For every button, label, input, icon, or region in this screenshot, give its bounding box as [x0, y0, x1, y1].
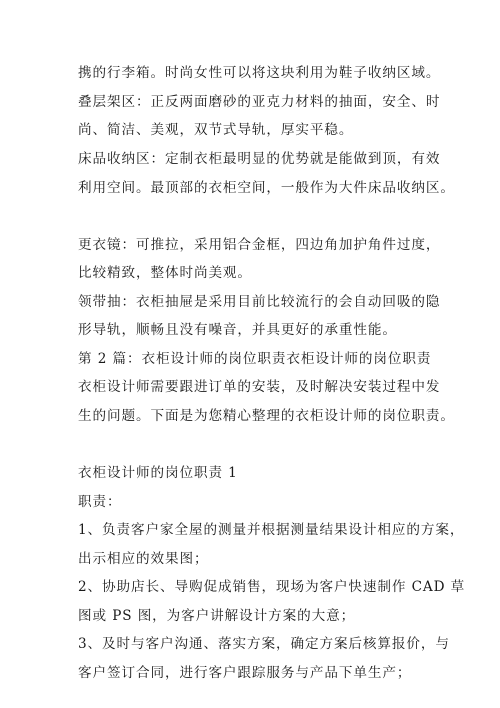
section-heading: 衣柜设计师的岗位职责 1	[78, 465, 238, 481]
text-line: 比较精致，整体时尚美观。	[78, 265, 252, 281]
list-item: 1、负责客户家全屋的测量并根据测量结果设计相应的方案，	[78, 522, 465, 538]
text-line: 衣柜设计师需要跟进订单的安装，及时解决安装过程中发	[78, 379, 441, 395]
text-line: 床品收纳区：定制衣柜最明显的优势就是能做到顶，有效	[78, 151, 441, 167]
text-line: 生的问题。下面是为您精心整理的衣柜设计师的岗位职责。	[78, 408, 455, 424]
text-line: 尚、简洁、美观，双节式导轨，厚实平稳。	[78, 122, 354, 138]
list-item: 3、及时与客户沟通、落实方案，确定方案后核算报价，与	[78, 636, 450, 652]
text-line: 图或 PS 图，为客户讲解设计方案的大意；	[78, 608, 356, 624]
text-line: 携的行李箱。时尚女性可以将这块利用为鞋子收纳区域。	[78, 65, 441, 81]
text-line: 利用空间。最顶部的衣柜空间，一般作为大件床品收纳区。	[78, 180, 455, 196]
text-line: 出示相应的效果图；	[78, 551, 209, 567]
text-line: 客户签订合同，进行客户跟踪服务与产品下单生产；	[78, 665, 412, 681]
list-item: 2、协助店长、导购促成销售，现场为客户快速制作 CAD 草	[78, 579, 466, 595]
text-line: 叠层架区：正反两面磨砂的亚克力材料的抽面，安全、时	[78, 94, 441, 110]
text-line: 职责：	[78, 494, 122, 510]
text-line: 更衣镜：可推拉，采用铝合金框，四边角加护角件过度，	[78, 237, 441, 253]
text-line: 领带抽：衣柜抽屉是采用目前比较流行的会自动回吸的隐	[78, 294, 441, 310]
text-line: 第 2 篇：衣柜设计师的岗位职责衣柜设计师的岗位职责	[78, 351, 432, 367]
text-line: 形导轨，顺畅且没有噪音，并具更好的承重性能。	[78, 322, 397, 338]
